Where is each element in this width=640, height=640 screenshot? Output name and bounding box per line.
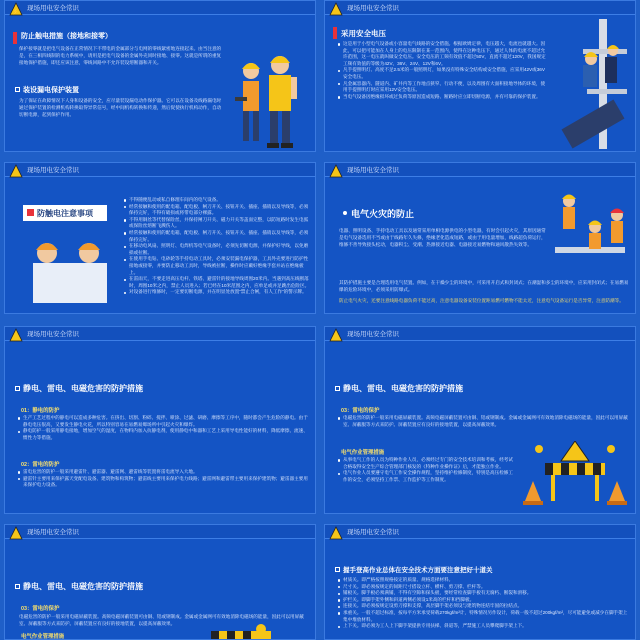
list-item: 当电气设备因绝缘损坏或过负荷等原因造成短路、断路时应立即切断电源，并有可靠的保护装置。 xyxy=(337,94,547,101)
list-item: 在使用手电钻、电砂轮等手持电动工具时，必须安装漏电保护器，工具外壳要进行防护性接地或接零，并要防止移动工具时，导线被拉断，操作时应戴好绝缘手套并站在绝缘板上。 xyxy=(123,256,311,276)
list-item: 承重关。一般不超过标准，按每平方米承受荷载270kgf/m²计，特殊情况另作设计，荷载一般不超过200kgf/m²，尽可能避免或减少在脚手架上集中堆放材料。 xyxy=(337,610,629,623)
section-title xyxy=(343,207,414,220)
section-title xyxy=(335,565,631,574)
list-item: 上下关。即必须为工人上下脚手架提供专用扶梯、斜道等，严禁施工人员攀爬脚手架上下。 xyxy=(337,623,629,630)
list-item: 不得随便乱动或私自修理车间内的电气设备。 xyxy=(123,197,311,204)
list-item: 在移动电风扇、照明灯、电焊机等电气设备时，必须先切断电源，并保护好导线，以免磨损或拉断。 xyxy=(123,243,311,256)
slide-header xyxy=(325,1,635,15)
subsection-title: 03：雷电的保护 xyxy=(341,408,380,414)
paragraph: 为了保证在故障情况下人身和设备的安全，应尽量装设漏电动作保护器。它可以在设备及线路漏电时通过保护装置的检测机构转换取得异常信号，经中间机构转换和传递，然后促使执行机构动作，自动切断电源，起到保护作用。 xyxy=(19,98,222,117)
header-title: 现场用电安全常识 xyxy=(27,5,79,12)
section-title xyxy=(15,581,143,592)
slide-3[interactable] xyxy=(4,162,316,314)
list-item: 凡手提照明灯、高度不足2.5米的一般照明灯，如果没有特殊安全结构或安全措施，应采用42V或36V安全电压。 xyxy=(337,67,547,80)
slide-header xyxy=(5,163,315,177)
slide-header xyxy=(325,327,635,341)
paragraph: 其防护措施主要是合理选用电气装置。例如，在干燥少尘的环境中，可采用开启式和封闭式；在潮湿和多尘的环境中，应采用封闭式；在易燃易爆的危险环境中，必须采用防爆式。 xyxy=(339,280,629,292)
square-bullet-icon xyxy=(15,386,20,391)
warning-logo-icon xyxy=(329,328,343,342)
list-item: 电磁危害的防护一般采用电磁屏蔽装置。高频电磁屏蔽装置可由铜、铝或钢制成。金属或金属网可有效地消除电磁场的能量，因此可以用屏蔽室、屏蔽服等方式来防护。屏蔽装置应有良好的接地装置，以提高屏蔽效果。 xyxy=(337,415,629,428)
list-item: 静电防护一般采用静电接地，增加空气的湿度，在物料内加入抗静电剂，使用静电中和器和工艺上采用导电性能好的材料，降低摩擦、流速、惯性力等措施。 xyxy=(17,428,309,441)
section-title xyxy=(335,383,463,394)
bullet-list xyxy=(17,415,309,441)
list-item: 凡金属容器内、隧道内、矿井内等工作地点狭窄、行动不便，以及周围有大面积接地导体的环境，使用手提照明灯时应采用12V安全电压。 xyxy=(337,81,547,94)
list-item: 尺寸关。即必须按规定的间距尺寸搭设立杆、横杆、剪刀撑、栏杆等。 xyxy=(337,584,629,591)
warning-logo-icon xyxy=(329,2,343,16)
slide-4[interactable] xyxy=(324,162,636,314)
header-title: 现场用电安全常识 xyxy=(347,5,399,12)
subsection-title: 电气作业管理措施 xyxy=(21,634,65,640)
header-title: 现场用电安全常识 xyxy=(347,331,399,338)
section-title-text: 电气火灾的防止 xyxy=(351,209,415,219)
header-title: 现场用电安全常识 xyxy=(347,529,399,536)
list-item: 这是用于小型电气设备或小容量电气线路的安全措施。根据欧姆定律，电压越大，电流也就越大。因此，可以把可能加在人身上的电压限制在某一范围内，使得在这种电压下，通过人体的电流不超过允许范围，这一电压就叫做安全电压。安全电压的工频有效值不超过50V，直流不超过120V，我国规定工频有效值的等级为42V、36V、24V、12V和6V。 xyxy=(337,41,547,67)
square-bullet-icon xyxy=(15,87,20,92)
square-bullet-icon xyxy=(335,567,340,572)
list-item: 避雷针主要用来保护露天变配电设备、建筑物和构筑物；避雷线主要用来保护电力线路；避雷网和避雷带主要用来保护建筑物；避雷器主要用来保护电力设备。 xyxy=(17,476,309,489)
section-title: 防止触电措施（接地和接零） xyxy=(21,33,112,40)
subsection-title: 电气作业管理措施 xyxy=(341,450,385,456)
title-box xyxy=(23,205,107,221)
header-title: 现场用电安全常识 xyxy=(27,529,79,536)
workers-with-sign-illustration xyxy=(27,233,113,309)
slide-1[interactable] xyxy=(4,0,316,152)
bullet-list xyxy=(337,457,517,483)
section-title-text: 握手登高作业总体在安全技术方面要注意把好十道关 xyxy=(343,567,493,574)
paragraph: 电器、照明设备、手持电动工具以及通常采用单相电源供电的小型电器，有时会引起火灾，其原因通常是电气设备选用不当或由于线路年久失修，绝缘老化造成短路，或由于用电量增加，线路超负荷运行，维修不善导致接头松动，电器积尘、受潮、热源接近电器、电器接近易燃物和通风散热失效等。 xyxy=(339,228,546,247)
list-item: 经常接触和使用的配电箱、配电板、闸刀开关、按钮开关、插座、插销以及导线等，必须保持完好，不得有破损或将带电部分裸露。 xyxy=(123,204,311,217)
title-marker xyxy=(333,27,337,39)
slide-7[interactable] xyxy=(4,524,316,640)
list-item: 雷电危害的防护一般采用避雷针、避雷器、避雷网、避雷线等装置将雷电流导入大地。 xyxy=(17,469,309,476)
list-item: 连接关。即必须按规定设剪刀撑和支撑，高层脚手架必须设与建筑物连结牢固的拉结点。 xyxy=(337,603,629,610)
list-item: 护栏关。即脚手架外侧和斜道两侧必须设1米高的栏杆和挡脚板。 xyxy=(337,597,629,604)
box-title-text: 防触电注意事项 xyxy=(37,209,93,218)
header-title: 现场用电安全常识 xyxy=(27,331,79,338)
slide-header xyxy=(5,327,315,341)
slide-header xyxy=(325,525,635,539)
list-item: 对设备进行维修时，一定要切断电源，并在明显处放置“禁止合闸，有人工作”的警示牌。 xyxy=(123,289,311,296)
list-item: 材质关。即严格按照规格按定的质量、规格选择材料。 xyxy=(337,577,629,584)
paragraph: 保护接零就是把电气设备在正常情况下不带电的金属部分与电网的零线紧密地连接起来。由当注意的是，在三相四线制的电力系统中，请用是把电气设备的金属外壳同时接地、接零。这就是所谓的重复接地保护措施，即还应该注意，零线回路中不允许装设熔断器和开关。 xyxy=(19,46,222,65)
title-marker xyxy=(13,32,17,44)
slide-header xyxy=(325,163,635,177)
warning-logo-icon xyxy=(9,328,23,342)
red-square-icon xyxy=(27,209,34,216)
list-item: 从事电气工作的人员为特种作业人员，必须经过专门的安全技术培训和考核，经考试合格取得安全生产综合管理部门核发的《特种作业操作证》后，才能独立作业。 xyxy=(337,457,517,470)
warning-logo-icon xyxy=(9,2,23,16)
section-title xyxy=(15,383,143,394)
slide-header xyxy=(5,1,315,15)
bullet-list xyxy=(17,469,309,489)
slide-6[interactable] xyxy=(324,326,636,514)
square-bullet-icon xyxy=(335,386,340,391)
svg-text:⚡: ⚡ xyxy=(12,9,20,16)
bullet-list xyxy=(337,415,629,428)
section-title-text: 装设漏电保护装置 xyxy=(23,87,79,94)
subsection-title: 03：雷电的保护 xyxy=(21,606,60,612)
subsection-title: 01：静电的防护 xyxy=(21,408,60,414)
warning-logo-icon xyxy=(329,164,343,178)
section-title-text: 静电、雷电、电磁危害的防护措施 xyxy=(23,582,143,591)
warning-logo-icon xyxy=(9,164,23,178)
list-item: 经常接触和使用的配电箱、配电板、闸刀开关、按钮开关、插座、插销以及导线等，必须保持完好。 xyxy=(123,230,311,243)
list-item: 生产工艺过程中的静电可以造成多种危害。在挤出、切割、粉碎、搅拌、喷涂、过滤、研磨、摩擦等工序中，随时都会产生危险的静电。由于静电电压很高，又要发生静电火花，所以特别容易在易燃易爆场所中引起火灾和爆炸。 xyxy=(17,415,309,428)
paragraph: 电磁危害的防护一般采用电磁屏蔽装置。高频电磁屏蔽装置可由铜、铝或钢制成。金属或金属网可有效地消除电磁场的能量，因此可以用屏蔽室、屏蔽服等方式来防护。屏蔽装置应有良好的接地装置，以提高屏蔽效果。 xyxy=(19,614,304,626)
header-title: 现场用电安全常识 xyxy=(27,167,79,174)
electricians-working-illustration xyxy=(551,187,631,273)
section-title xyxy=(15,85,79,95)
section-title-text: 静电、雷电、电磁危害的防护措施 xyxy=(343,384,463,393)
list-item: 电气作业人员要遵守电气工作安全操作规程，坚持维护检修制度，特别是高压检修工作的安全，必须坚持工作票、工作监护等工作制度。 xyxy=(337,470,517,483)
construction-barrier-illustration xyxy=(201,623,301,640)
dot-icon xyxy=(343,211,347,215)
utility-pole-worker-illustration xyxy=(553,19,633,149)
warning-logo-icon xyxy=(329,526,343,540)
list-item: 在雷雨天，不要走进高压电杆、铁塔、避雷针的接地导线周围20米内。当遇到高压线断落时，周围10米之内，禁止人员进入；若已经在10米范围之内，应单足或并足跳出危险区。 xyxy=(123,276,311,289)
list-item: 不得用铜丝等代替保险丝，并保持闸刀开关、磁力开关等盖面完整，以防短路时发生电弧或保险丝熔断飞溅伤人。 xyxy=(123,217,311,230)
square-bullet-icon xyxy=(15,584,20,589)
warning-logo-icon xyxy=(9,526,23,540)
electrician-workers-illustration xyxy=(231,47,313,151)
header-title: 现场用电安全常识 xyxy=(347,167,399,174)
section-title: 采用安全电压 xyxy=(341,29,386,38)
slide-8[interactable] xyxy=(324,524,636,640)
paragraph: 防止电气火灾，还要注意线路电器负荷不能过高，注意电器设备安装位置距易燃可燃物不能太近，注意电气设备运行是否异常，注意防潮等。 xyxy=(339,298,624,303)
slide-5[interactable] xyxy=(4,326,316,514)
list-item: 铺板关。脚手板必须满铺，不得有空隙和探头板，要经常检查脚手板有无腐朽、断裂和滑移。 xyxy=(337,590,629,597)
bullet-list xyxy=(123,197,311,296)
section-title-text: 静电、雷电、电磁危害的防护措施 xyxy=(23,384,143,393)
construction-barrier-illustration xyxy=(521,441,629,507)
bullet-list xyxy=(337,41,547,100)
slide-header xyxy=(5,525,315,539)
subsection-title: 02：雷电的防护 xyxy=(21,462,60,468)
slide-2[interactable] xyxy=(324,0,636,152)
bullet-list xyxy=(337,577,629,630)
